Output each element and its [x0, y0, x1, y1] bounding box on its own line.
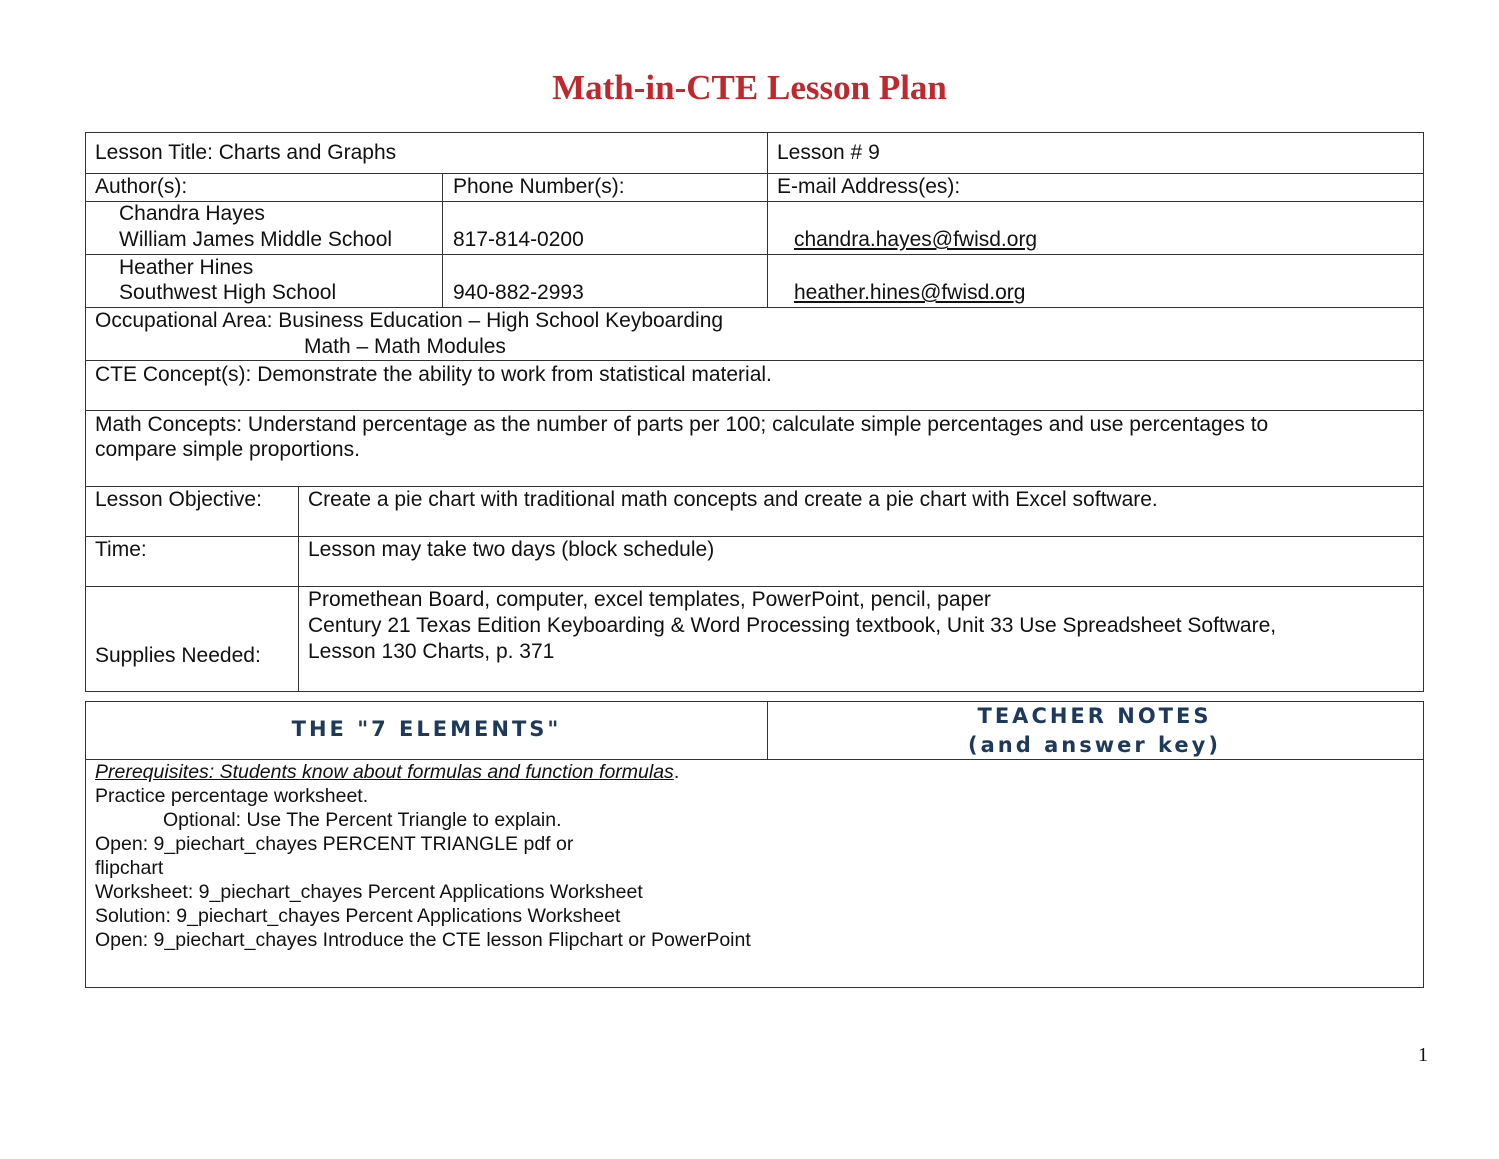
lesson-objective-label: Lesson Objective:: [95, 488, 262, 511]
occupational-area: Occupational Area: Business Education – High School Keyboarding: [95, 309, 724, 332]
supplies-line: Century 21 Texas Edition Keyboarding & Word Processing textbook, Unit 33 Use Spreadsheet Software,: [308, 614, 1277, 637]
supplies-line: Promethean Board, computer, excel templates, PowerPoint, pencil, paper: [308, 588, 991, 611]
prerequisites-line: [95, 760, 751, 784]
author-phone: 817-814-0200: [453, 228, 584, 251]
note-line: flipchart: [95, 857, 164, 879]
elements-notes: [95, 760, 751, 952]
lesson-objective-value: Create a pie chart with traditional math concepts and create a pie chart with Excel software.: [308, 488, 1158, 511]
math-concepts: Math Concepts: Understand percentage as the number of parts per 100; calculate simple percentages and use percentages to: [95, 413, 1269, 436]
note-line: Worksheet: 9_piechart_chayes Percent Applications Worksheet: [95, 881, 643, 903]
time-label: Time:: [95, 538, 147, 561]
document-title: Math-in-CTE Lesson Plan: [552, 68, 947, 107]
author-header: Author(s):: [95, 175, 188, 198]
author-phone: 940-882-2993: [453, 281, 584, 304]
page-number: 1: [1418, 1044, 1428, 1066]
author-name: Heather Hines: [119, 256, 254, 279]
phone-header: Phone Number(s):: [453, 175, 625, 198]
author-school: William James Middle School: [119, 228, 393, 251]
cte-concepts: CTE Concept(s): Demonstrate the ability to work from statistical material.: [95, 363, 772, 386]
author-name: Chandra Hayes: [119, 202, 265, 225]
supplies-line: Lesson 130 Charts, p. 371: [308, 640, 555, 663]
author-email-link[interactable]: chandra.hayes@fwisd.org: [794, 228, 1038, 251]
teacher-notes-header: TEACHER NOTES: [977, 704, 1212, 728]
email-header: E-mail Address(es):: [777, 175, 961, 198]
prerequisites-text: Prerequisites: Students know about formulas and function formulas: [95, 761, 674, 783]
author-email-link[interactable]: heather.hines@fwisd.org: [794, 281, 1026, 304]
answer-key-header: (and answer key): [968, 733, 1221, 757]
prerequisites-period: .: [673, 761, 680, 783]
math-concepts-cont: compare simple proportions.: [95, 438, 360, 461]
time-value: Lesson may take two days (block schedule): [308, 538, 715, 561]
note-line: Open: 9_piechart_chayes PERCENT TRIANGLE pdf or: [95, 833, 574, 855]
note-line: Open: 9_piechart_chayes Introduce the CTE lesson Flipchart or PowerPoint: [95, 929, 751, 951]
lesson-number: Lesson # 9: [777, 141, 880, 164]
occupational-area-math: Math – Math Modules: [304, 335, 506, 358]
lesson-title: Lesson Title: Charts and Graphs: [95, 141, 397, 164]
seven-elements-header: THE "7 ELEMENTS": [291, 717, 562, 741]
note-line: Practice percentage worksheet.: [95, 785, 369, 807]
author-school: Southwest High School: [119, 281, 337, 304]
note-line: Solution: 9_piechart_chayes Percent Applications Worksheet: [95, 905, 621, 927]
note-line: Optional: Use The Percent Triangle to explain.: [163, 809, 562, 831]
supplies-label: Supplies Needed:: [95, 644, 261, 667]
